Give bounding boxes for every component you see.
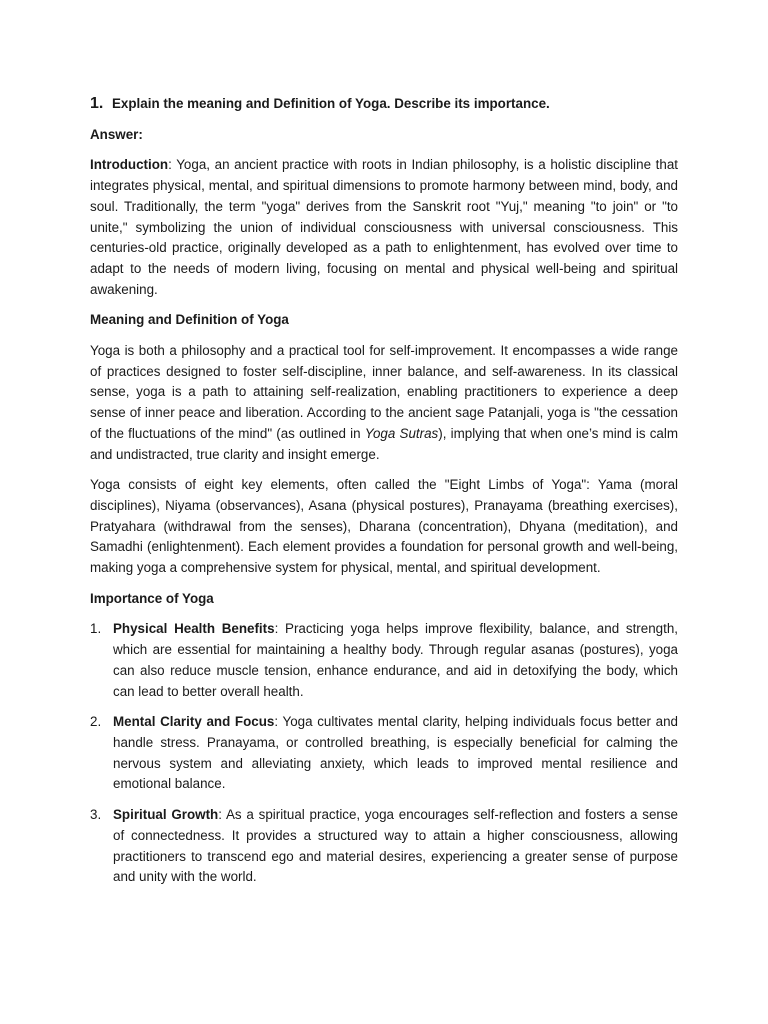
list-item-title: Mental Clarity and Focus: [113, 714, 275, 730]
list-item: [90, 712, 678, 795]
importance-list: [90, 619, 678, 887]
list-item: [90, 805, 678, 888]
list-item-title: Spiritual Growth: [113, 807, 219, 823]
meaning-text-before: Yoga is both a philosophy and a practical tool for self-improvement. It encompasses a wide range of practices designed to foster self-discipline, inner balance, and self-awareness. In its classical sense, yoga is a path to attaining self-realization, enabling practitioners to experience a deep sense of inner peace and liberation. According to the ancient sage Patanjali, yoga is "the cessation of the fluctuations of the mind" (as outlined in: [90, 343, 678, 441]
meaning-heading: Meaning and Definition of Yoga: [90, 312, 289, 328]
meaning-text-after: ), implying that when one’s mind is calm and undistracted, true clarity and insight emerge.: [90, 425, 678, 462]
list-item-body: [113, 619, 678, 702]
answer-label: Answer:: [90, 126, 143, 142]
yoga-sutras-title: Yoga Sutras: [364, 425, 439, 441]
meaning-paragraph-1: [90, 341, 678, 465]
introduction-text: : Yoga, an ancient practice with roots in Indian philosophy, is a holistic discipline that integrates physical, mental, and spiritual dimensions to promote harmony between mind, body, and soul. Traditionally, the term "yoga" derives from the Sanskrit root "Yuj," meaning "to join" or "to unite," symbolizing the union of individual consciousness with universal consciousness. This centuries-old practice, originally developed as a path to enlightenment, has evolved over time to adapt to the needs of modern living, focusing on mental and physical well-being and spiritual awakening.: [90, 157, 678, 297]
question-heading: [90, 94, 678, 115]
introduction-label: Introduction: [90, 157, 169, 173]
list-item-text: : Yoga cultivates mental clarity, helping individuals focus better and handle stress. Pranayama, or controlled breathing, is especially beneficial for calming the nervous system and alleviating anxiety, which leads to improved mental resilience and emotional balance.: [113, 714, 678, 792]
list-item-number: 2.: [90, 714, 102, 730]
question-text: Explain the meaning and Definition of Yoga. Describe its importance.: [112, 96, 550, 111]
document-content: [90, 94, 678, 898]
meaning-paragraph-2: Yoga consists of eight key elements, often called the "Eight Limbs of Yoga": Yama (moral disciplines), Niyama (observances), Asana (physical postures), Pranayama (breathing exercises), Pratyahara (withdrawal from the senses), Dharana (concentration), Dhyana (meditation), and Samadhi (enlightenment). Each element provides a foundation for personal growth and well-being, making yoga a comprehensive system for physical, mental, and spiritual development.: [90, 477, 678, 576]
list-item-title: Physical Health Benefits: [113, 621, 275, 637]
list-item-number: 1.: [90, 621, 102, 637]
list-item-number: 3.: [90, 807, 102, 823]
list-item-body: [113, 712, 678, 795]
list-item-body: [113, 805, 678, 888]
list-item-text: : As a spiritual practice, yoga encourages self-reflection and fosters a sense of connectedness. It provides a structured way to attain a higher consciousness, allowing practitioners to transcend ego and material desires, experiencing a greater sense of purpose and unity with the world.: [113, 807, 678, 885]
question-number: 1.: [90, 95, 104, 112]
list-item-text: : Practicing yoga helps improve flexibility, balance, and strength, which are essential for maintaining a healthy body. Through regular asanas (postures), yoga can also reduce muscle tension, enhance endurance, and aid in detoxifying the body, which can lead to better overall health.: [113, 621, 678, 699]
importance-heading: Importance of Yoga: [90, 590, 214, 606]
list-item: [90, 619, 678, 702]
introduction-paragraph: [90, 155, 678, 300]
